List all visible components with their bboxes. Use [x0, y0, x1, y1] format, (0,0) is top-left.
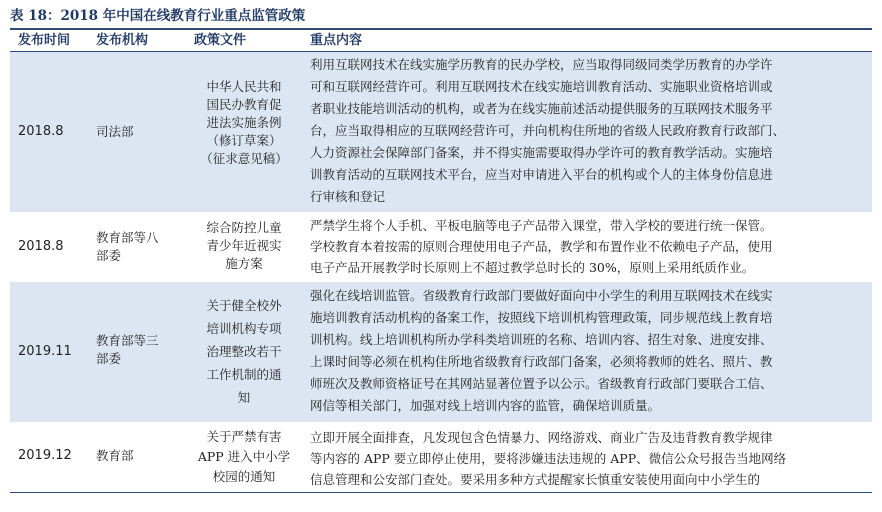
cell-date: 2018.8	[18, 124, 64, 139]
header-doc: 政策文件	[194, 33, 247, 48]
header-date: 发布时间	[18, 33, 71, 48]
cell-doc: 关于严禁有害 APP 进入中小学 校园的通知	[197, 429, 291, 484]
header-org: 发布机构	[96, 33, 149, 48]
cell-doc: 中华人民共和 国民办教育促 进法实施条例 （修订草案） （征求意见稿）	[200, 79, 288, 166]
header-content: 重点内容	[310, 33, 363, 48]
cell-date: 2019.11	[18, 344, 72, 359]
table-bottom-rule	[10, 492, 872, 493]
cell-org: 教育部等八 部委	[96, 230, 159, 263]
table-row	[10, 423, 872, 492]
table-header-row	[10, 30, 872, 51]
table-row	[10, 213, 872, 282]
cell-org: 司法部	[96, 124, 134, 139]
cell-date: 2019.12	[18, 448, 72, 463]
table-caption: 表 18：2018 年中国在线教育行业重点监管政策	[10, 8, 306, 24]
table-row	[10, 52, 872, 213]
cell-doc: 综合防控儿童 青少年近视实 施方案	[206, 220, 282, 271]
cell-content: 立即开展全面排查，凡发现包含色情暴力、网络游戏、商业广告及违背教育教学规律 等内容的 APP 要立即停止使用，要将涉嫌违法违规的 APP、微信公众号报告当地网络 信息管理和公安部门查处。要采用多种方式提醒家长慎重安装使用面向中小学生的	[310, 430, 787, 487]
cell-doc: 关于健全校外 培训机构专项 治理整改若干 工作机制的通 知	[206, 298, 282, 405]
cell-content: 严禁学生将个人手机、平板电脑等电子产品带入课堂，带入学校的要进行统一保管。 学校教育本着按需的原则合理使用电子产品，教学和布置作业不依赖电子产品，使用 电子产品开展教学时长原则上不超过教学总时长的 30%，原则上采用纸质作业。	[310, 218, 773, 275]
cell-content: 强化在线培训监管。省级教育行政部门要做好面向中小学生的利用互联网技术在线实 施培训教育活动机构的备案工作，按照线下培训机构管理政策，同步规范线上教育培 训机构。线上培训机构所办学科类培训班的名称、培训内容、招生对象、进度安排、 上课时间等必须在机构住所地省级教育行政部门备案，必须将教师的姓名、照片、教 师班次及教师资格证号在其网站显著位置予以公示。省级教育行政部门要联合工信、 网信等相关部门，加强对线上培训内容的监管，确保培训质量。	[310, 288, 773, 413]
cell-date: 2018.8	[18, 239, 64, 254]
cell-org: 教育部	[96, 448, 134, 463]
table-row	[10, 282, 872, 423]
cell-org: 教育部等三 部委	[96, 333, 159, 366]
cell-content: 利用互联网技术在线实施学历教育的民办学校，应当取得同级同类学历教育的办学许 可和互联网经营许可。利用互联网技术在线实施培训教育活动、实施职业资格培训或 者职业技能培训活动的机构，或者为在线实施前述活动提供服务的互联网技术服务平 台，应当取得相应的互联网经营许可，并向机构住所地的省级人民政府教育行政部门、 人力资源社会保障部门备案，并不得实施需要取得办学许可的教育教学活动。实施培 训教育活动的互联网技术平台，应当对申请进入平台的机构或个人的主体身份信息进 行审核和登记	[310, 57, 786, 204]
